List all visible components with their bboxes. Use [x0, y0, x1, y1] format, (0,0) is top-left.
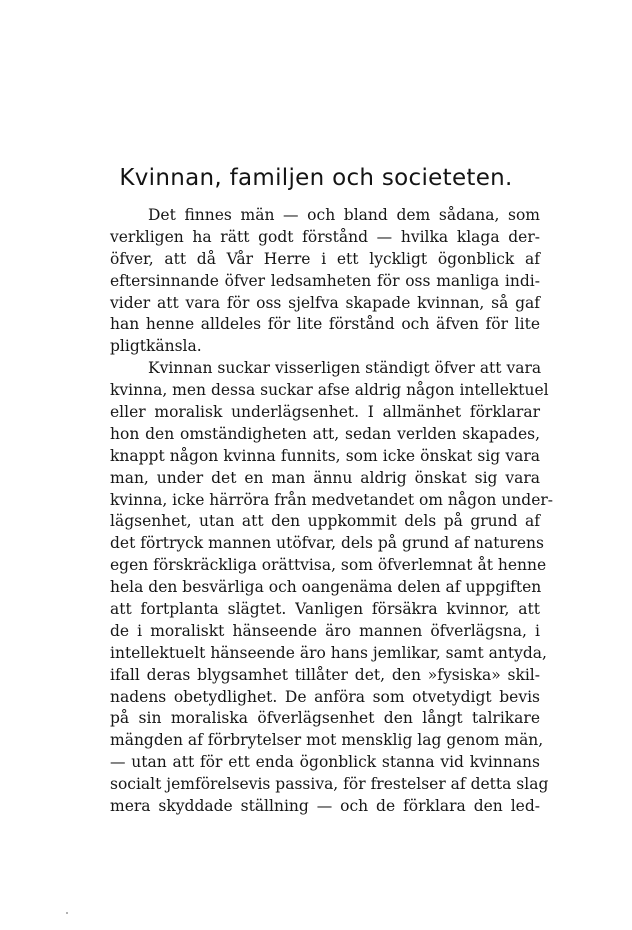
text-line: eftersinnande öfver ledsamheten för oss manliga indi-: [110, 271, 540, 290]
paper-speck: [66, 912, 68, 914]
text-line: eller moralisk underlägsenhet. I allmänhet förklarar: [110, 403, 540, 422]
text-line: att fortplanta slägtet. Vanligen försäkra kvinnor, att: [110, 600, 540, 619]
text-line: kvinna, men dessa suckar afse aldrig någon intellektuel: [110, 381, 549, 400]
text-line: socialt jemförelsevis passiva, för frestelser af detta slag: [110, 775, 549, 794]
text-line: Det finnes män — och bland dem sådana, som: [148, 206, 540, 224]
text-line: pligtkänsla.: [110, 337, 202, 356]
text-line: kvinna, icke härröra från medvetandet om någon under-: [110, 490, 554, 509]
text-line: hela den besvärliga och oangenäma delen af uppgiften: [110, 578, 542, 597]
text-line: man, under det en man ännu aldrig önskat sig vara: [110, 468, 540, 487]
text-line: verkligen ha rätt godt förstånd — hvilka klaga der-: [110, 227, 540, 246]
text-line: de i moraliskt hänseende äro mannen öfverlägsna, i: [110, 621, 540, 640]
text-line: lägsenhet, utan att den uppkommit dels på grund af: [110, 512, 540, 531]
chapter-title: Kvinnan, familjen och societeten.: [119, 165, 513, 191]
text-line: — utan att för ett enda ögonblick stanna vid kvinnans: [110, 753, 540, 772]
body-text: [110, 205, 554, 818]
text-line: på sin moraliska öfverlägsenhet den långt talrikare: [110, 709, 540, 728]
text-line: det förtryck mannen utöfvar, dels på grund af naturens: [110, 534, 544, 553]
text-line: mängden af förbrytelser mot mensklig lag genom män,: [110, 731, 544, 750]
text-line: han henne alldeles för lite förstånd och äfven för lite: [110, 315, 540, 334]
text-line: vider att vara för oss sjelfva skapade kvinnan, så gaf: [110, 293, 540, 312]
text-line: Kvinnan suckar visserligen ständigt öfver att vara: [148, 359, 542, 378]
text-line: mera skyddade ställning — och de förklara den led-: [110, 797, 540, 816]
text-line: nadens obetydlighet. De anföra som otvetydigt bevis: [110, 687, 540, 706]
text-line: knappt någon kvinna funnits, som icke önskat sig vara: [110, 446, 540, 465]
text-line: ifall deras blygsamhet tillåter det, den »fysiska» skil-: [110, 665, 540, 684]
text-line: intellektuelt hänseende äro hans jemlikar, samt antyda,: [110, 643, 547, 662]
text-line: hon den omständigheten att, sedan verlden skapades,: [110, 424, 540, 443]
text-line: egen förskräckliga orättvisa, som öfverlemnat åt henne: [110, 556, 547, 575]
text-line: öfver, att då Vår Herre i ett lyckligt ögonblick af: [110, 249, 540, 268]
